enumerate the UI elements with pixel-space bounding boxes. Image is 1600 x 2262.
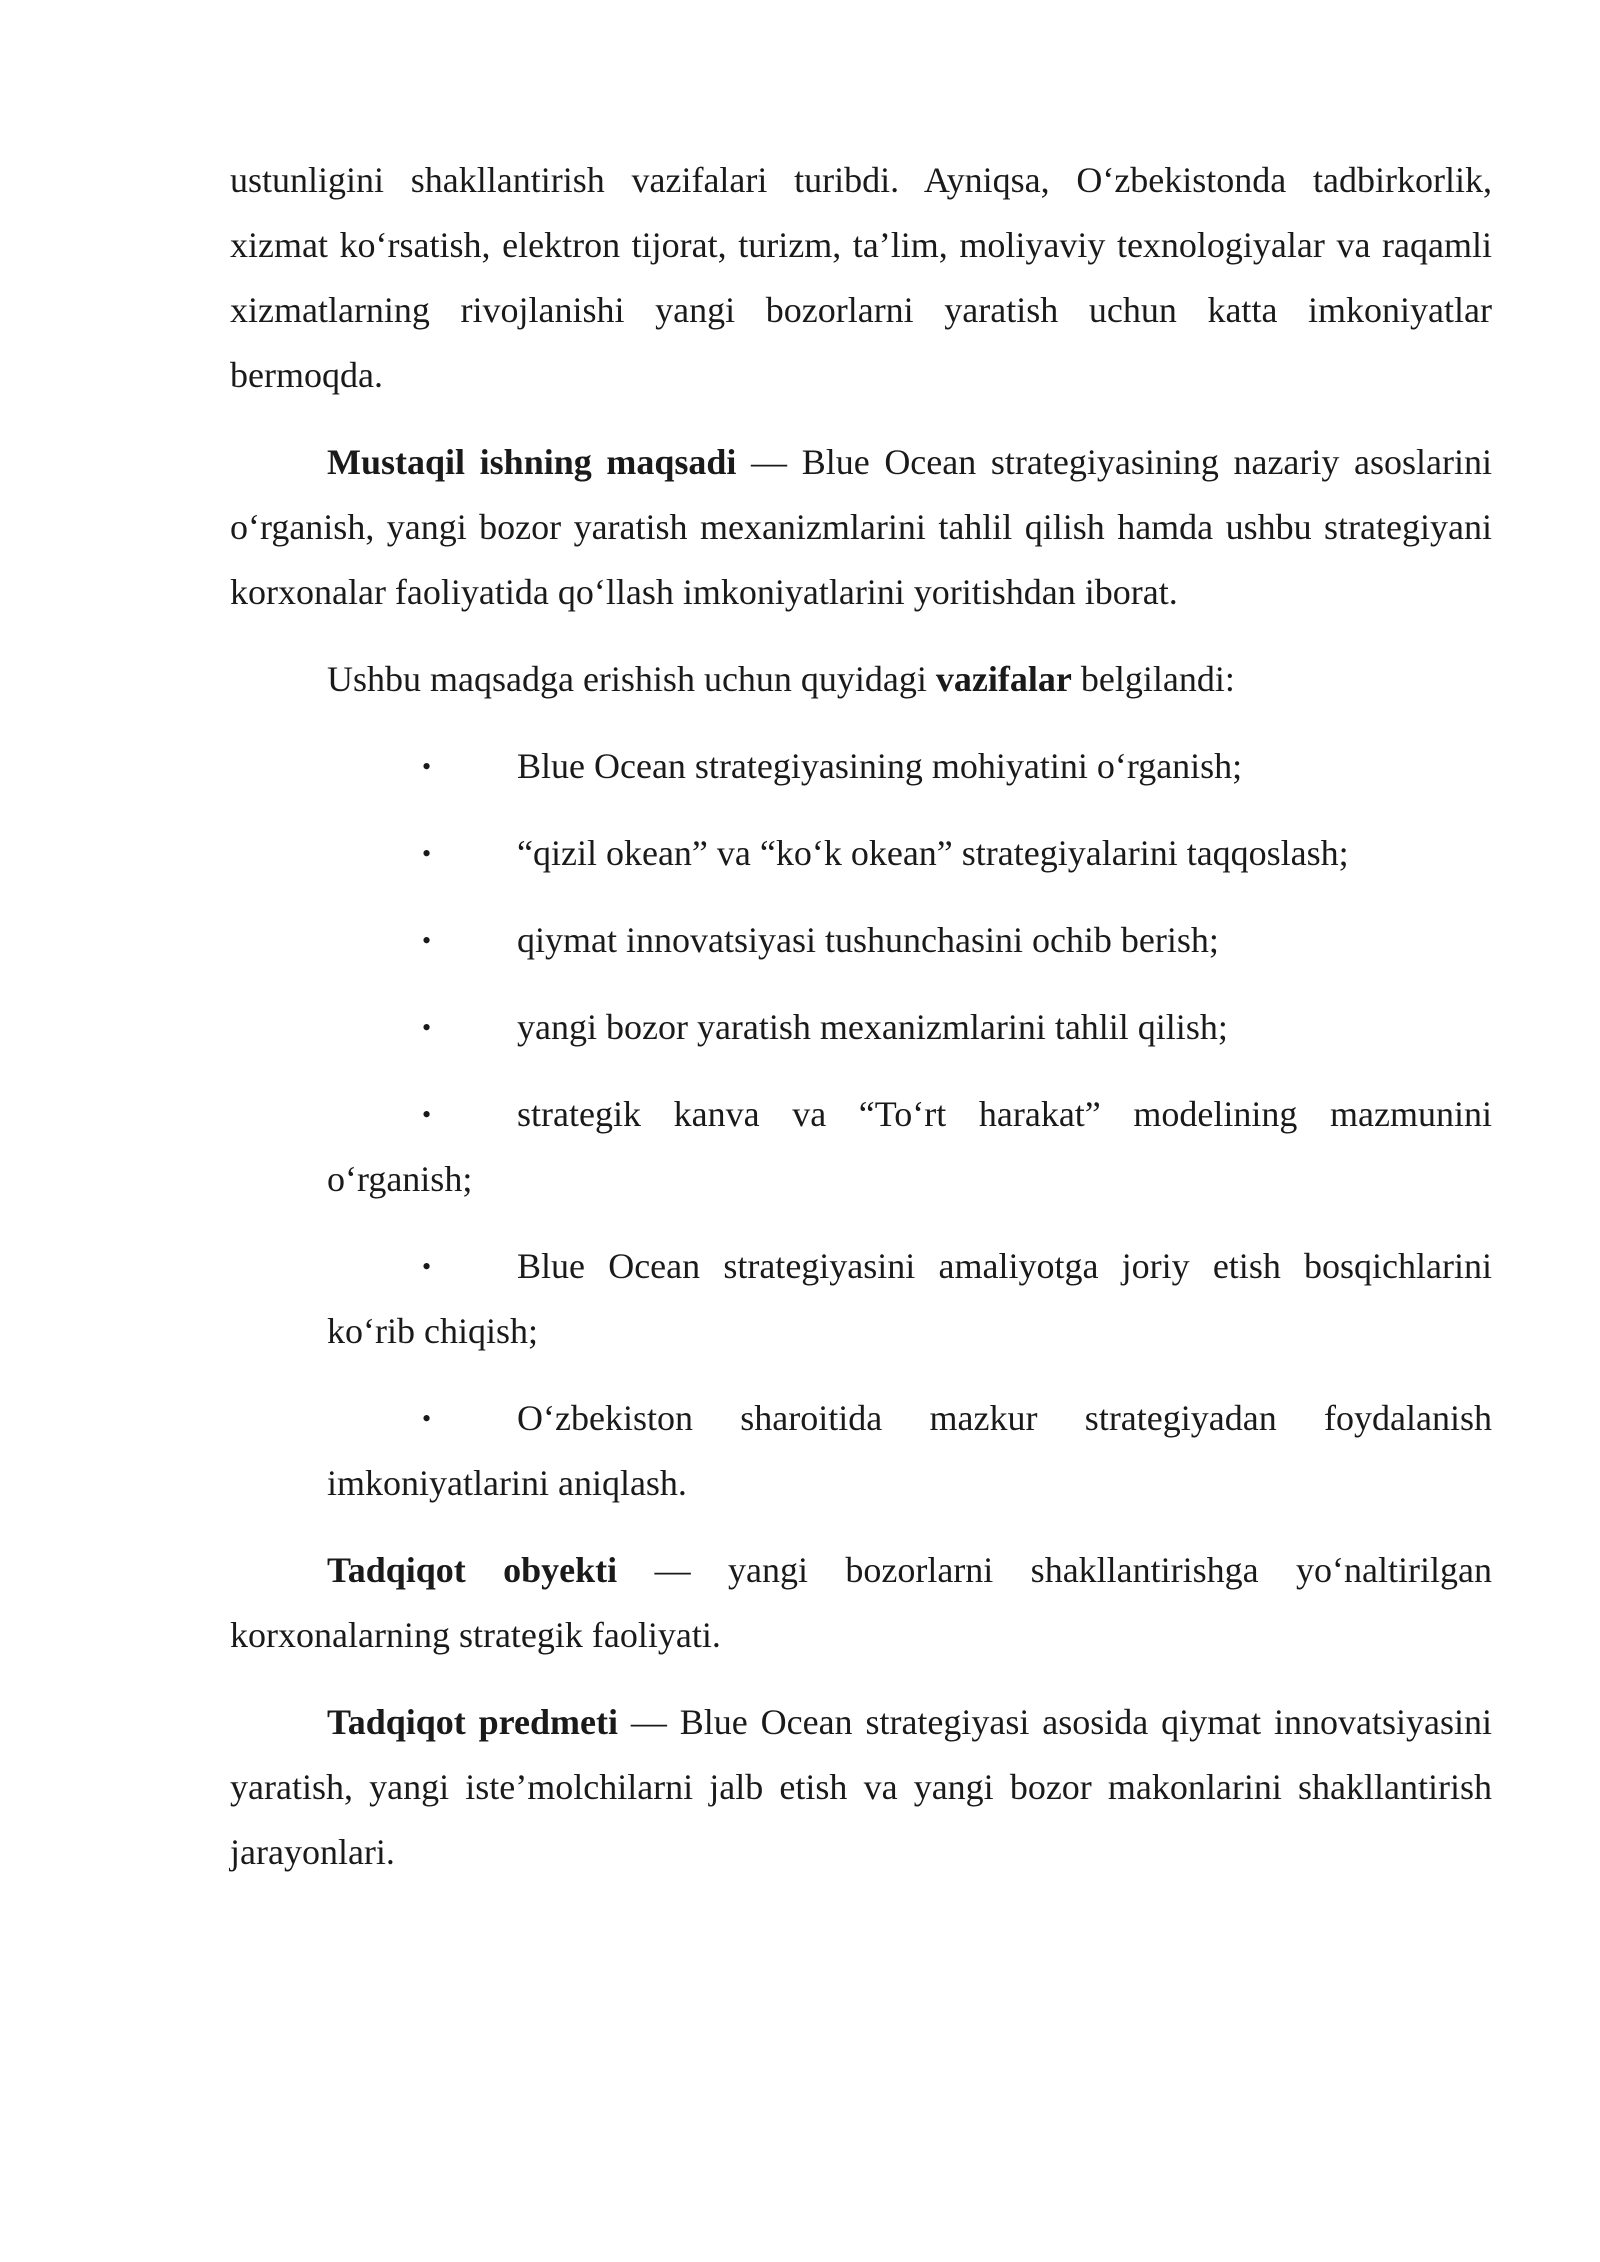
list-item [327, 908, 1492, 973]
paragraph-research-subject [230, 1690, 1492, 1885]
document-page [230, 148, 1492, 1907]
goal-heading: Mustaqil ishning maqsadi [327, 442, 737, 482]
paragraph-tasks-intro [230, 647, 1492, 712]
goal-text: — Blue Ocean strategiyasining nazariy asoslarini o‘rganish, yangi bozor yaratish mexanizmlarini tahlil qilish hamda ushbu strategiyani korxonalar faoliyatida qo‘llash imkoniyatlarini yoritishdan iborat. [230, 442, 1492, 612]
list-item [327, 1082, 1492, 1212]
list-item [327, 734, 1492, 799]
research-subject-heading: Tadqiqot predmeti [327, 1702, 618, 1742]
paragraph-intro [230, 148, 1492, 408]
tasks-intro-after: belgilandi: [1071, 659, 1235, 699]
paragraph-research-object [230, 1538, 1492, 1668]
bullet-icon: • [422, 1252, 432, 1281]
list-item-text: yangi bozor yaratish mexanizmlarini tahlil qilish; [517, 1007, 1228, 1047]
bullet-icon: • [422, 926, 432, 955]
list-item [327, 1386, 1492, 1516]
task-list [230, 734, 1492, 1516]
bullet-icon: • [422, 1404, 432, 1433]
bullet-icon: • [422, 839, 432, 868]
tasks-heading: vazifalar [935, 659, 1072, 699]
list-item [327, 821, 1492, 886]
list-item-text: O‘zbekiston sharoitida mazkur strategiyadan foydalanish imkoniyatlarini aniqlash. [327, 1398, 1492, 1503]
paragraph-intro-text: ustunligini shakllantirish vazifalari turibdi. Ayniqsa, O‘zbekistonda tadbirkorlik, xizmat ko‘rsatish, elektron tijorat, turizm, ta’lim, moliyaviy texnologiyalar va raqamli xizmatlarning rivojlanishi yangi bozorlarni yaratish uchun katta imkoniyatlar bermoqda. [230, 160, 1492, 395]
list-item [327, 995, 1492, 1060]
bullet-icon: • [422, 1013, 432, 1042]
list-item-text: strategik kanva va “To‘rt harakat” modelining mazmunini o‘rganish; [327, 1094, 1492, 1199]
list-item-text: “qizil okean” va “ko‘k okean” strategiyalarini taqqoslash; [517, 833, 1349, 873]
paragraph-goal [230, 430, 1492, 625]
list-item [327, 1234, 1492, 1364]
bullet-icon: • [422, 1100, 432, 1129]
research-object-text: — yangi bozorlarni shakllantirishga yo‘naltirilgan korxonalarning strategik faoliyati. [230, 1550, 1492, 1655]
research-subject-text: — Blue Ocean strategiyasi asosida qiymat innovatsiyasini yaratish, yangi iste’molchilarni jalb etish va yangi bozor makonlarini shakllantirish jarayonlari. [230, 1702, 1493, 1872]
tasks-intro-before: Ushbu maqsadga erishish uchun quyidagi [327, 659, 936, 699]
bullet-icon: • [422, 752, 432, 781]
list-item-text: qiymat innovatsiyasi tushunchasini ochib berish; [517, 920, 1219, 960]
list-item-text: Blue Ocean strategiyasini amaliyotga joriy etish bosqichlarini ko‘rib chiqish; [327, 1246, 1492, 1351]
research-object-heading: Tadqiqot obyekti [327, 1550, 618, 1590]
list-item-text: Blue Ocean strategiyasining mohiyatini o‘rganish; [517, 746, 1243, 786]
